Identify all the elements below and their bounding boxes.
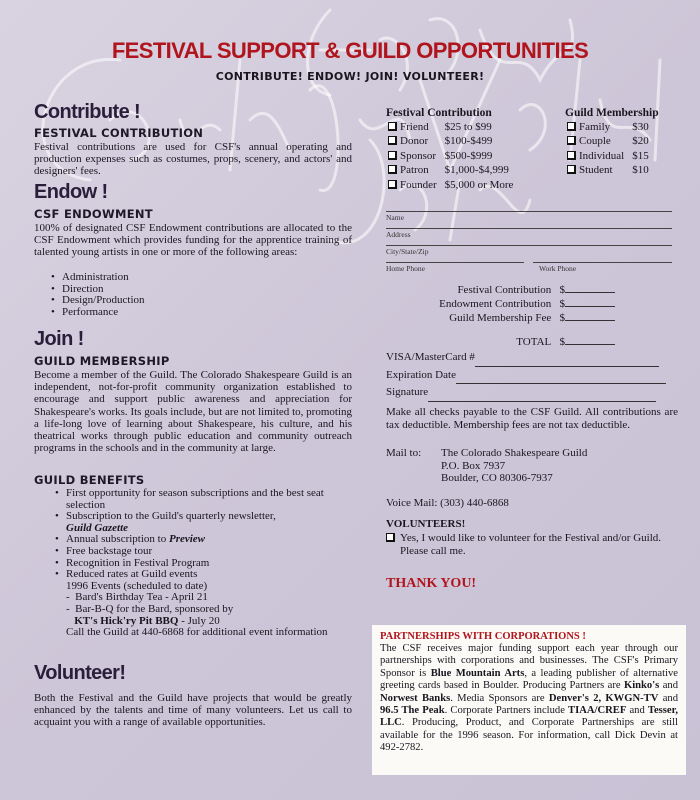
benefit-text: Annual subscription to [66, 533, 169, 546]
level-amount: $5,000 or More [444, 178, 514, 191]
level-option[interactable] [567, 135, 630, 147]
partnerships-body [380, 643, 678, 755]
partnership-text: and [626, 705, 648, 717]
list-item: - Bar-B-Q for the Bard, sponsored by KT's Hick'ry Pit BBQ - July 20 [66, 602, 234, 627]
level-amount: $15 [632, 149, 649, 162]
sponsor-name: 96.5 The Peak [380, 705, 445, 717]
level-name: Student [579, 164, 613, 177]
join-heading: Join ! [34, 328, 84, 350]
guild-level-row[interactable] [567, 164, 655, 176]
address-line: Boulder, CO 80306-7937 [441, 472, 553, 485]
card-number-field[interactable] [475, 357, 659, 367]
level-option[interactable] [388, 164, 443, 176]
festival-level-row[interactable] [388, 135, 519, 147]
event-text: Bar-B-Q for the Bard, sponsored by [75, 602, 234, 615]
level-name: Patron [400, 164, 429, 177]
partnership-text: . Producing, Product, and Corporate Partnerships are still available for the 1996 season. For information, call Dick Devin at 492-2782. [380, 717, 678, 754]
partnership-text: , a leading publisher of alternative greeting cards based in Boulder. Producing Partners are [380, 667, 679, 692]
page-subtitle: CONTRIBUTE! ENDOW! JOIN! VOLUNTEER! [215, 70, 485, 83]
card-label: VISA/MasterCard # [386, 351, 475, 363]
endow-heading: Endow ! [34, 181, 108, 203]
address-line: P.O. Box 7937 [441, 459, 506, 472]
list-item: • Reduced rates at Guild events [52, 569, 352, 581]
signature-label: Signature [386, 386, 429, 398]
checkbox[interactable] [388, 122, 397, 131]
checkbox[interactable] [567, 122, 576, 131]
checkbox[interactable] [567, 151, 576, 160]
list-item: 1996 Events (scheduled to date) [66, 579, 208, 592]
endow-body: 100% of designated CSF Endowment contributions are allocated to the CSF Endowment which provides funding for the apprentice training of talented young artists in one or more of the following areas: [34, 222, 352, 259]
level-name: Sponsor [400, 149, 437, 162]
festival-level-row[interactable] [388, 150, 519, 162]
checkbox[interactable] [388, 151, 397, 160]
benefit-text: Subscription to the Guild's quarterly newsletter, [66, 510, 276, 523]
checkbox[interactable] [388, 165, 397, 174]
level-option[interactable] [388, 179, 443, 191]
work-phone-field[interactable] [533, 262, 672, 273]
list-item: - Bard's Birthday Tea - April 21 [66, 591, 208, 604]
event-text: Bard's Birthday Tea - April 21 [75, 591, 208, 604]
endowment-areas [48, 272, 145, 318]
sponsor-name: Blue Mountain Arts [430, 667, 525, 679]
volunteer-body: Both the Festival and the Guild have projects that would be greatly enhanced by the talents and time of many volunteers. Let us call to acquaint you with a range of available opportunities. [34, 692, 352, 729]
festival-amount-field[interactable] [565, 283, 615, 293]
checkbox[interactable] [388, 180, 397, 189]
join-body: Become a member of the Guild. The Colorado Shakespeare Guild is an independent, not-for-profit community organization established to encourage and support public awareness and appreciation for Shakespeare's works. Its goals include, but are not limited to, promoting a life-long love of learning about Shakespeare, his culture, and his theatrical works through public education and community outreach programs in the schools and in the community at large. [34, 369, 352, 455]
volunteer-heading: Volunteer! [34, 662, 126, 684]
currency: $ [559, 284, 565, 296]
home-phone-label: Home Phone [386, 264, 425, 273]
festival-contribution-subheading: FESTIVAL CONTRIBUTION [34, 126, 204, 140]
home-phone-field[interactable] [386, 262, 524, 273]
guild-benefits-heading: GUILD BENEFITS [34, 473, 145, 487]
amount-summary [385, 283, 615, 349]
volunteer-option-label: Yes, I would like to volunteer for the Festival and/or Guild. Please call me. [400, 532, 662, 557]
partnership-text: . Media Sponsors are [450, 692, 549, 704]
list-item: • Direction [48, 284, 145, 296]
level-option[interactable] [567, 121, 630, 133]
partnership-text: and [658, 692, 678, 704]
festival-level-row[interactable] [388, 179, 519, 191]
level-amount: $1,000-$4,999 [444, 164, 509, 177]
sponsor-name: Norwest Banks [380, 692, 451, 704]
checkbox[interactable] [567, 136, 576, 145]
guild-level-row[interactable] [567, 135, 655, 147]
volunteer-checkbox[interactable] [386, 533, 395, 542]
total-row [385, 335, 615, 349]
contribute-body: Festival contributions are used for CSF's annual operating and production expenses such as costumes, props, scenery, and actors' and designers' fees. [34, 141, 352, 178]
partnerships-box [372, 625, 686, 775]
list-item: • Design/Production [48, 295, 145, 307]
festival-levels-heading: Festival Contribution [386, 107, 492, 119]
guild-levels-heading: Guild Membership [565, 107, 659, 119]
list-item: Call the Guild at 440-6868 for additional event information [66, 626, 328, 639]
level-amount: $25 to $99 [444, 121, 492, 133]
level-option[interactable] [388, 121, 443, 133]
level-amount: $30 [632, 121, 649, 133]
thank-you: THANK YOU! [386, 576, 477, 591]
bbq-sponsor: KT's Hick'ry Pit BBQ [74, 614, 179, 627]
guild-fee-row [385, 311, 615, 325]
endowment-amount-field[interactable] [565, 297, 615, 307]
checkbox[interactable] [388, 136, 397, 145]
level-amount: $500-$999 [444, 149, 493, 162]
volunteers-heading: VOLUNTEERS! [386, 518, 466, 530]
festival-level-row[interactable] [388, 164, 519, 176]
festival-level-row[interactable] [388, 121, 519, 133]
level-name: Friend [400, 121, 429, 133]
level-option[interactable] [388, 150, 443, 162]
list-item: • Administration [48, 272, 145, 284]
guild-benefits-list [52, 488, 352, 639]
name-label: Name [386, 213, 404, 222]
level-name: Donor [400, 135, 429, 148]
endowment-amount-label: Endowment Contribution [439, 298, 552, 310]
level-option[interactable] [567, 150, 630, 162]
guild-fee-field[interactable] [565, 311, 615, 321]
expiration-label: Expiration Date [386, 368, 456, 381]
page-title: FESTIVAL SUPPORT & GUILD OPPORTUNITIES [111, 38, 589, 63]
guild-level-row[interactable] [567, 150, 655, 162]
address-field[interactable] [386, 228, 672, 239]
sponsor-name: TIAA/CREF [568, 705, 627, 717]
partnership-text: The CSF receives major funding support each year through our partnerships with corporations and businesses. The CSF's Primary Sponsor is [380, 643, 678, 679]
level-amount: $100-$499 [444, 135, 493, 148]
level-name: Founder [400, 178, 437, 191]
level-name: Family [579, 121, 611, 133]
city-state-zip-field[interactable] [386, 245, 672, 256]
checkbox[interactable] [567, 165, 576, 174]
preview-title: Preview [168, 533, 206, 546]
currency: $ [559, 336, 565, 348]
guild-gazette-title: Guild Gazette [66, 521, 129, 534]
sponsor-name: Kinko's [623, 680, 660, 692]
level-option[interactable] [567, 164, 630, 176]
list-item: • Performance [48, 307, 145, 319]
list-item: • Recognition in Festival Program [52, 558, 352, 570]
total-label: TOTAL [516, 336, 552, 348]
guild-membership-subheading: GUILD MEMBERSHIP [34, 354, 170, 368]
event-date: - July 20 [178, 614, 220, 627]
mail-to-label: Mail to: [386, 447, 422, 459]
mail-address [441, 447, 587, 485]
address-label: Address [386, 230, 411, 239]
partnerships-heading: PARTNERSHIPS WITH CORPORATIONS ! [380, 631, 586, 642]
list-item [52, 511, 352, 534]
festival-levels [386, 107, 521, 193]
list-item: • Free backstage tour [52, 546, 352, 558]
expiration-field[interactable] [456, 374, 666, 384]
work-phone-label: Work Phone [539, 264, 577, 273]
partnership-text: . Corporate Partners include [444, 705, 569, 717]
level-name: Couple [579, 135, 611, 148]
city-label: City/State/Zip [386, 247, 429, 256]
guild-fee-label: Guild Membership Fee [449, 312, 552, 324]
partnership-text: and [659, 680, 679, 692]
guild-level-row[interactable] [567, 121, 655, 133]
signature-field[interactable] [428, 392, 656, 402]
sponsor-name: Tesser, LLC [380, 705, 679, 729]
sponsor-name: Denver's 2, KWGN-TV [548, 692, 659, 704]
festival-amount-label: Festival Contribution [457, 284, 552, 296]
payment-section [386, 349, 666, 402]
address-line: The Colorado Shakespeare Guild [441, 447, 588, 459]
list-item: • First opportunity for season subscriptions and the best seat selection [52, 488, 352, 511]
name-field[interactable] [386, 211, 672, 222]
level-name: Individual [579, 149, 625, 162]
level-amount: $20 [632, 135, 649, 148]
festival-amount-row [385, 283, 615, 297]
contribute-heading: Contribute ! [34, 101, 141, 123]
currency: $ [559, 298, 565, 310]
checks-note: Make all checks payable to the CSF Guild. All contributions are tax deductible. Membership fees are not tax deductible. [386, 406, 678, 431]
currency: $ [559, 312, 565, 324]
endowment-amount-row [385, 297, 615, 311]
voice-mail: Voice Mail: (303) 440-6868 [386, 497, 509, 509]
level-amount: $10 [632, 164, 649, 177]
endowment-subheading: CSF ENDOWMENT [34, 207, 153, 221]
total-field[interactable] [565, 335, 615, 345]
level-option[interactable] [388, 135, 443, 147]
volunteer-option[interactable] [386, 532, 676, 558]
guild-levels [565, 107, 659, 179]
